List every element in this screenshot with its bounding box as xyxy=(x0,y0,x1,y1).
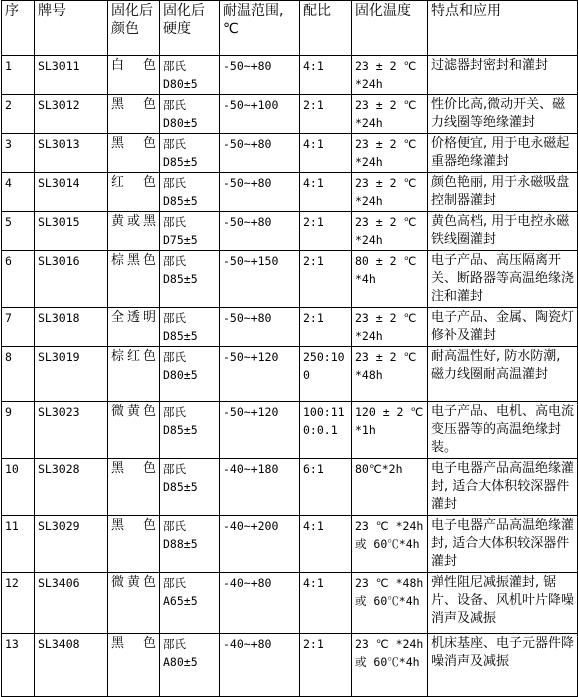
hardness-line-1: 邵氏 xyxy=(163,215,186,229)
product-code: SL3408 xyxy=(38,637,80,651)
header-row xyxy=(2,1,578,56)
cure-temperature-cell xyxy=(352,402,428,459)
hardness-line-2: A80±5 xyxy=(163,655,198,669)
temp-range: -50~+80 xyxy=(223,311,272,325)
header-cure-temp: 固化温度 xyxy=(352,1,428,56)
product-table xyxy=(1,0,578,697)
hardness-line-2: D85±5 xyxy=(163,194,198,208)
cure-temperature-line-1: 80℃*2h xyxy=(355,462,403,476)
hardness-line-2: A65±5 xyxy=(163,594,198,608)
table-row xyxy=(2,402,578,459)
product-code-cell xyxy=(35,347,108,402)
product-code-cell xyxy=(35,251,108,308)
temp-range-cell xyxy=(220,251,300,308)
mix-ratio: 2:1 xyxy=(303,254,324,268)
product-code: SL3018 xyxy=(38,311,80,325)
cure-temperature-line-1: 80 ± 2 ℃ xyxy=(355,254,417,268)
row-number: 5 xyxy=(5,215,12,229)
temp-range-cell xyxy=(220,402,300,459)
temp-range: -50~+80 xyxy=(223,59,272,73)
cured-color-cell xyxy=(108,56,160,95)
product-code-cell xyxy=(35,56,108,95)
cured-color-cell xyxy=(108,516,160,573)
mix-ratio-cell xyxy=(300,212,352,251)
table-row xyxy=(2,134,578,173)
mix-ratio-cell xyxy=(300,634,352,697)
cured-color: 全透明 xyxy=(111,310,156,325)
mix-ratio-cell xyxy=(300,134,352,173)
cured-color-cell xyxy=(108,251,160,308)
cure-temperature-line-2: 或 60℃*4h xyxy=(355,537,420,551)
temp-range: -40~+80 xyxy=(223,637,272,651)
header-hardness: 固化后硬度 xyxy=(160,1,220,56)
usage-cell xyxy=(428,516,578,573)
mix-ratio-cell xyxy=(300,402,352,459)
cure-temperature-cell xyxy=(352,308,428,347)
hardness-line-1: 邵氏 xyxy=(163,405,186,419)
cured-color: 黑色 xyxy=(111,636,156,651)
cure-temperature-cell xyxy=(352,347,428,402)
hardness-line-1: 邵氏 xyxy=(163,350,186,364)
row-number: 8 xyxy=(5,350,12,364)
cured-color: 黑色 xyxy=(111,518,156,533)
usage-cell xyxy=(428,95,578,134)
table-row xyxy=(2,347,578,402)
mix-ratio: 4:1 xyxy=(303,137,324,151)
cure-temperature-line-2: *24h xyxy=(355,77,383,91)
cure-temperature-cell xyxy=(352,251,428,308)
hardness-line-2: D85±5 xyxy=(163,329,198,343)
cure-temperature-line-2: *24h xyxy=(355,116,383,130)
usage: 颜色艳丽, 用于永磁吸盘控制器灌封 xyxy=(431,175,570,208)
temp-range: -40~+200 xyxy=(223,519,279,533)
hardness-cell xyxy=(160,459,220,516)
table-row xyxy=(2,516,578,573)
usage: 耐高温性好, 防水防潮, 磁力线圈耐高温灌封 xyxy=(431,349,561,382)
row-number: 2 xyxy=(5,98,12,112)
row-number-cell xyxy=(2,173,35,212)
header-code: 牌号 xyxy=(35,1,108,56)
cured-color: 微黄色 xyxy=(111,575,156,590)
cured-color: 红色 xyxy=(111,175,156,190)
temp-range-cell xyxy=(220,308,300,347)
table-row xyxy=(2,573,578,634)
row-number: 6 xyxy=(5,254,12,268)
hardness-cell xyxy=(160,56,220,95)
header-usage: 特点和应用 xyxy=(428,1,578,56)
cure-temperature-line-2: *24h xyxy=(355,155,383,169)
row-number-cell xyxy=(2,308,35,347)
usage-cell xyxy=(428,134,578,173)
hardness-line-2: D85±5 xyxy=(163,155,198,169)
cure-temperature-line-1: 23 ℃ *48h xyxy=(355,576,424,590)
row-number: 12 xyxy=(5,576,19,590)
product-code-cell xyxy=(35,573,108,634)
mix-ratio-cell xyxy=(300,573,352,634)
usage-cell xyxy=(428,459,578,516)
cured-color-cell xyxy=(108,173,160,212)
temp-range-cell xyxy=(220,56,300,95)
temp-range-cell xyxy=(220,347,300,402)
cure-temperature-line-2: *1h xyxy=(355,423,376,437)
cured-color-cell xyxy=(108,308,160,347)
cured-color-cell xyxy=(108,134,160,173)
mix-ratio-cell xyxy=(300,347,352,402)
row-number-cell xyxy=(2,347,35,402)
cure-temperature-line-2: *24h xyxy=(355,194,383,208)
hardness-line-2: D85±5 xyxy=(163,423,198,437)
mix-ratio-cell xyxy=(300,459,352,516)
row-number: 4 xyxy=(5,176,12,190)
product-code-cell xyxy=(35,402,108,459)
product-code-cell xyxy=(35,516,108,573)
cure-temperature-cell xyxy=(352,134,428,173)
usage: 弹性阻尼减振灌封, 锯片、设备、风机叶片降噪消声及减振 xyxy=(431,575,575,626)
hardness-line-1: 邵氏 xyxy=(163,137,186,151)
temp-range: -50~+120 xyxy=(223,350,279,364)
cure-temperature-line-1: 23 ± 2 ℃ xyxy=(355,311,417,325)
product-code: SL3019 xyxy=(38,350,80,364)
usage-cell xyxy=(428,347,578,402)
hardness-line-1: 邵氏 xyxy=(163,176,186,190)
mix-ratio-cell xyxy=(300,56,352,95)
hardness-cell xyxy=(160,347,220,402)
hardness-line-2: D88±5 xyxy=(163,537,198,551)
product-code: SL3011 xyxy=(38,59,80,73)
temp-range: -40~+180 xyxy=(223,462,279,476)
usage: 电子电器产品高温绝缘灌封, 适合大体积较深器件灌封 xyxy=(431,461,575,512)
cured-color: 棕黑色 xyxy=(111,253,156,268)
table-row xyxy=(2,212,578,251)
hardness-line-2: D80±5 xyxy=(163,116,198,130)
hardness-cell xyxy=(160,173,220,212)
table-row xyxy=(2,459,578,516)
cure-temperature-line-1: 120 ± 2 ℃ xyxy=(355,405,424,419)
temp-range: -50~+150 xyxy=(223,254,279,268)
cure-temperature-cell xyxy=(352,212,428,251)
usage-cell xyxy=(428,308,578,347)
cure-temperature-line-2: 或 60℃*4h xyxy=(355,655,420,669)
cure-temperature-line-2: *24h xyxy=(355,329,383,343)
cure-temperature-line-1: 23 ℃ *24h xyxy=(355,519,424,533)
hardness-line-1: 邵氏 xyxy=(163,311,186,325)
mix-ratio-cell xyxy=(300,173,352,212)
temp-range: -50~+80 xyxy=(223,215,272,229)
cured-color-cell xyxy=(108,573,160,634)
hardness-cell xyxy=(160,95,220,134)
cured-color-cell xyxy=(108,402,160,459)
row-number: 10 xyxy=(5,462,19,476)
cure-temperature-cell xyxy=(352,634,428,697)
hardness-line-2: D85±5 xyxy=(163,272,198,286)
cure-temperature-line-1: 23 ± 2 ℃ xyxy=(355,137,417,151)
product-code: SL3016 xyxy=(38,254,80,268)
product-code-cell xyxy=(35,308,108,347)
mix-ratio: 4:1 xyxy=(303,576,324,590)
cured-color-cell xyxy=(108,347,160,402)
product-code-cell xyxy=(35,134,108,173)
cure-temperature-line-1: 23 ± 2 ℃ xyxy=(355,98,417,112)
product-code: SL3013 xyxy=(38,137,80,151)
usage: 性价比高,微动开关、磁力线圈等绝缘灌封 xyxy=(431,97,566,130)
temp-range: -40~+80 xyxy=(223,576,272,590)
mix-ratio: 4:1 xyxy=(303,519,324,533)
temp-range: -50~+80 xyxy=(223,176,272,190)
usage: 机床基座、电子元器件降噪消声及减振 xyxy=(431,636,575,669)
temp-range-cell xyxy=(220,95,300,134)
cured-color: 白色 xyxy=(111,58,156,73)
temp-range-cell xyxy=(220,516,300,573)
hardness-line-1: 邵氏 xyxy=(163,462,186,476)
mix-ratio-cell xyxy=(300,251,352,308)
header-ratio: 配比 xyxy=(300,1,352,56)
row-number-cell xyxy=(2,134,35,173)
product-code-cell xyxy=(35,173,108,212)
temp-range-cell xyxy=(220,634,300,697)
row-number-cell xyxy=(2,95,35,134)
mix-ratio: 2:1 xyxy=(303,637,324,651)
product-code-cell xyxy=(35,634,108,697)
row-number: 9 xyxy=(5,405,12,419)
product-code-cell xyxy=(35,95,108,134)
mix-ratio: 2:1 xyxy=(303,98,324,112)
mix-ratio: 4:1 xyxy=(303,176,324,190)
mix-ratio-cell xyxy=(300,516,352,573)
hardness-line-1: 邵氏 xyxy=(163,637,186,651)
mix-ratio: 2:1 xyxy=(303,215,324,229)
header-color: 固化后颜色 xyxy=(108,1,160,56)
usage: 过滤器封密封和灌封 xyxy=(431,58,549,73)
table-row xyxy=(2,634,578,697)
cure-temperature-line-1: 23 ± 2 ℃ xyxy=(355,215,417,229)
mix-ratio: 100:110:0.1 xyxy=(303,405,345,437)
cure-temperature-line-1: 23 ℃ *24h xyxy=(355,637,424,651)
table-row xyxy=(2,56,578,95)
cure-temperature-cell xyxy=(352,173,428,212)
temp-range: -50~+80 xyxy=(223,137,272,151)
cured-color-cell xyxy=(108,212,160,251)
usage-cell xyxy=(428,251,578,308)
cure-temperature-line-1: 23 ± 2 ℃ xyxy=(355,59,417,73)
table-row xyxy=(2,173,578,212)
temp-range-cell xyxy=(220,573,300,634)
table-row xyxy=(2,95,578,134)
hardness-line-1: 邵氏 xyxy=(163,519,186,533)
row-number: 11 xyxy=(5,519,19,533)
mix-ratio-cell xyxy=(300,308,352,347)
cured-color: 棕红色 xyxy=(111,349,156,364)
hardness-cell xyxy=(160,516,220,573)
mix-ratio: 2:1 xyxy=(303,311,324,325)
hardness-line-1: 邵氏 xyxy=(163,576,186,590)
cure-temperature-cell xyxy=(352,459,428,516)
hardness-cell xyxy=(160,134,220,173)
cure-temperature-line-1: 23 ± 2 ℃ xyxy=(355,176,417,190)
temp-range-cell xyxy=(220,173,300,212)
cure-temperature-line-2: 或 60℃*4h xyxy=(355,594,420,608)
usage: 电子产品、电机、高电流变压器等的高温绝缘封装。 xyxy=(431,404,575,455)
product-code: SL3015 xyxy=(38,215,80,229)
cured-color: 黄或黑 xyxy=(111,214,156,229)
usage-cell xyxy=(428,634,578,697)
hardness-line-2: D85±5 xyxy=(163,480,198,494)
cure-temperature-line-2: *24h xyxy=(355,233,383,247)
product-code: SL3406 xyxy=(38,576,80,590)
product-code: SL3012 xyxy=(38,98,80,112)
cure-temperature-cell xyxy=(352,573,428,634)
cure-temperature-line-2: *48h xyxy=(355,368,383,382)
hardness-cell xyxy=(160,212,220,251)
usage: 电子产品、高压隔离开关、断路器等高温绝缘浇注和灌封 xyxy=(431,253,575,304)
product-code: SL3023 xyxy=(38,405,80,419)
header-temp-range: 耐温范围,℃ xyxy=(220,1,300,56)
product-code: SL3014 xyxy=(38,176,80,190)
cure-temperature-line-2: *4h xyxy=(355,272,376,286)
row-number-cell xyxy=(2,251,35,308)
hardness-line-2: D80±5 xyxy=(163,368,198,382)
row-number-cell xyxy=(2,459,35,516)
usage: 价格便宜, 用于电永磁起重器绝缘灌封 xyxy=(431,136,570,169)
row-number-cell xyxy=(2,573,35,634)
product-code-cell xyxy=(35,459,108,516)
mix-ratio: 250:100 xyxy=(303,350,345,382)
cure-temperature-cell xyxy=(352,95,428,134)
usage-cell xyxy=(428,212,578,251)
cure-temperature-cell xyxy=(352,56,428,95)
usage: 黄色高档, 用于电控永磁铁线圈灌封 xyxy=(431,214,570,247)
usage-cell xyxy=(428,573,578,634)
row-number-cell xyxy=(2,634,35,697)
header-no: 序 xyxy=(2,1,35,56)
cured-color-cell xyxy=(108,634,160,697)
temp-range: -50~+120 xyxy=(223,405,279,419)
mix-ratio: 4:1 xyxy=(303,59,324,73)
row-number-cell xyxy=(2,212,35,251)
cured-color: 黑色 xyxy=(111,136,156,151)
hardness-line-1: 邵氏 xyxy=(163,254,186,268)
row-number: 1 xyxy=(5,59,12,73)
temp-range-cell xyxy=(220,212,300,251)
hardness-line-2: D80±5 xyxy=(163,77,198,91)
cured-color: 黑色 xyxy=(111,461,156,476)
hardness-cell xyxy=(160,308,220,347)
hardness-line-2: D75±5 xyxy=(163,233,198,247)
row-number-cell xyxy=(2,516,35,573)
row-number-cell xyxy=(2,402,35,459)
usage: 电子电器产品高温绝缘灌封, 适合大体积较深器件灌封 xyxy=(431,518,575,569)
mix-ratio-cell xyxy=(300,95,352,134)
mix-ratio: 6:1 xyxy=(303,462,324,476)
temp-range-cell xyxy=(220,134,300,173)
temp-range-cell xyxy=(220,459,300,516)
hardness-line-1: 邵氏 xyxy=(163,59,186,73)
product-code-cell xyxy=(35,212,108,251)
hardness-cell xyxy=(160,573,220,634)
usage-cell xyxy=(428,173,578,212)
row-number: 3 xyxy=(5,137,12,151)
usage-cell xyxy=(428,402,578,459)
table-body xyxy=(2,56,578,697)
hardness-cell xyxy=(160,251,220,308)
cured-color-cell xyxy=(108,95,160,134)
temp-range: -50~+100 xyxy=(223,98,279,112)
usage: 电子产品、金属、陶瓷灯修补及灌封 xyxy=(431,310,575,343)
product-code: SL3029 xyxy=(38,519,80,533)
table-row xyxy=(2,251,578,308)
hardness-cell xyxy=(160,402,220,459)
hardness-line-1: 邵氏 xyxy=(163,98,186,112)
table-row xyxy=(2,308,578,347)
row-number: 7 xyxy=(5,311,12,325)
row-number-cell xyxy=(2,56,35,95)
cured-color: 黑色 xyxy=(111,97,156,112)
row-number: 13 xyxy=(5,637,19,651)
cured-color: 微黄色 xyxy=(111,404,156,419)
cure-temperature-cell xyxy=(352,516,428,573)
cured-color-cell xyxy=(108,459,160,516)
usage-cell xyxy=(428,56,578,95)
cure-temperature-line-1: 23 ± 2 ℃ xyxy=(355,350,417,364)
product-code: SL3028 xyxy=(38,462,80,476)
hardness-cell xyxy=(160,634,220,697)
